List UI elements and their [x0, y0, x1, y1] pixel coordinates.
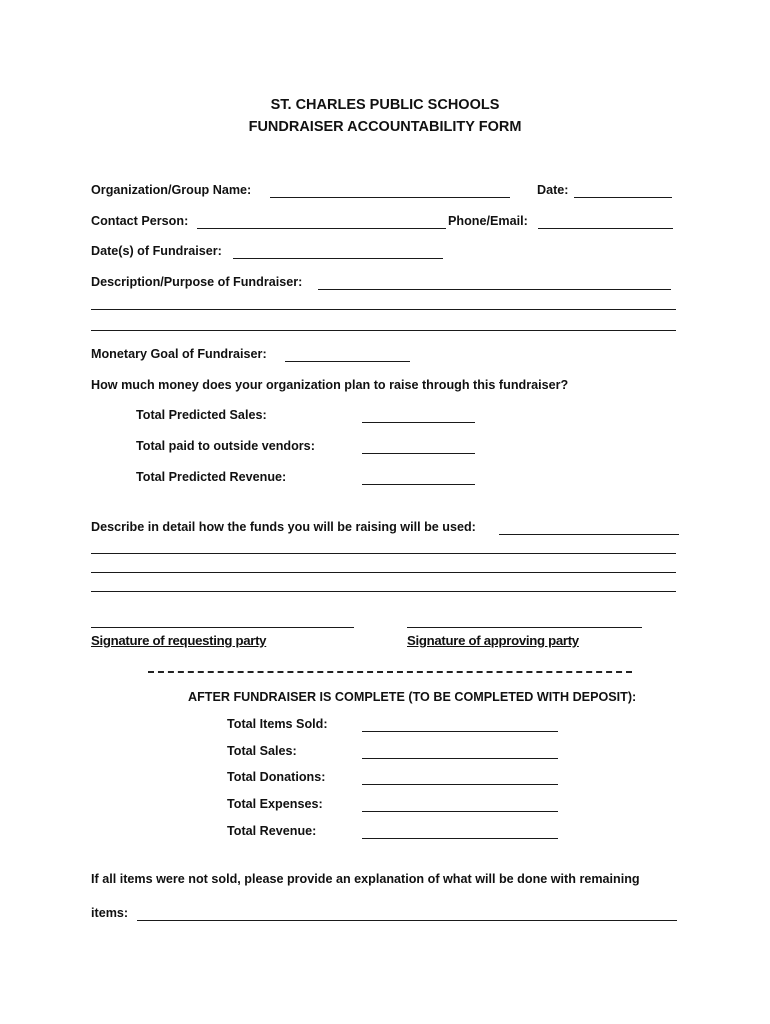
total-sales-label: Total Sales:	[227, 744, 297, 758]
items-sold-label: Total Items Sold:	[227, 717, 328, 731]
contact-person-field[interactable]	[197, 228, 446, 229]
fundraiser-dates-field[interactable]	[233, 258, 443, 259]
contact-person-label: Contact Person:	[91, 214, 189, 228]
funds-usage-field-line-2[interactable]	[91, 553, 676, 554]
remaining-items-label: items:	[91, 906, 129, 920]
description-label: Description/Purpose of Fundraiser:	[91, 275, 303, 289]
total-donations-label: Total Donations:	[227, 770, 326, 784]
approving-signature-label: Signature of approving party	[407, 633, 579, 648]
predicted-revenue-field[interactable]	[362, 484, 475, 485]
total-revenue-field[interactable]	[362, 838, 558, 839]
phone-email-field[interactable]	[538, 228, 673, 229]
paid-vendors-field[interactable]	[362, 453, 475, 454]
items-sold-field[interactable]	[362, 731, 558, 732]
total-sales-field[interactable]	[362, 758, 558, 759]
total-revenue-label: Total Revenue:	[227, 824, 317, 838]
requesting-signature-field[interactable]	[91, 627, 354, 628]
monetary-goal-label: Monetary Goal of Fundraiser:	[91, 347, 267, 361]
funds-usage-field-line-4[interactable]	[91, 591, 676, 592]
plan-question: How much money does your organization plan to raise through this fundraiser?	[91, 378, 569, 392]
funds-usage-field[interactable]	[499, 534, 679, 535]
predicted-revenue-label: Total Predicted Revenue:	[136, 470, 287, 484]
form-title: FUNDRAISER ACCOUNTABILITY FORM	[248, 119, 522, 135]
total-expenses-label: Total Expenses:	[227, 797, 323, 811]
form-school-name: ST. CHARLES PUBLIC SCHOOLS	[270, 97, 500, 113]
requesting-signature-label: Signature of requesting party	[91, 633, 267, 648]
remaining-items-question: If all items were not sold, please provide an explanation of what will be done with remaining	[91, 872, 640, 886]
description-field-line-2[interactable]	[91, 309, 676, 310]
total-donations-field[interactable]	[362, 784, 558, 785]
funds-usage-field-line-3[interactable]	[91, 572, 676, 573]
approving-signature-field[interactable]	[407, 627, 642, 628]
date-label: Date:	[537, 183, 569, 197]
phone-email-label: Phone/Email:	[448, 214, 528, 228]
predicted-sales-label: Total Predicted Sales:	[136, 408, 267, 422]
total-expenses-field[interactable]	[362, 811, 558, 812]
funds-usage-label: Describe in detail how the funds you will be raising will be used:	[91, 520, 476, 534]
remaining-items-field[interactable]	[137, 920, 677, 921]
section-divider	[148, 671, 632, 673]
org-name-field[interactable]	[270, 197, 510, 198]
paid-vendors-label: Total paid to outside vendors:	[136, 439, 315, 453]
predicted-sales-field[interactable]	[362, 422, 475, 423]
fundraiser-dates-label: Date(s) of Fundraiser:	[91, 244, 222, 258]
org-name-label: Organization/Group Name:	[91, 183, 252, 197]
monetary-goal-field[interactable]	[285, 361, 410, 362]
description-field-line-3[interactable]	[91, 330, 676, 331]
date-field[interactable]	[574, 197, 672, 198]
after-fundraiser-heading: AFTER FUNDRAISER IS COMPLETE (TO BE COMPLETED WITH DEPOSIT):	[188, 690, 637, 704]
description-field[interactable]	[318, 289, 671, 290]
